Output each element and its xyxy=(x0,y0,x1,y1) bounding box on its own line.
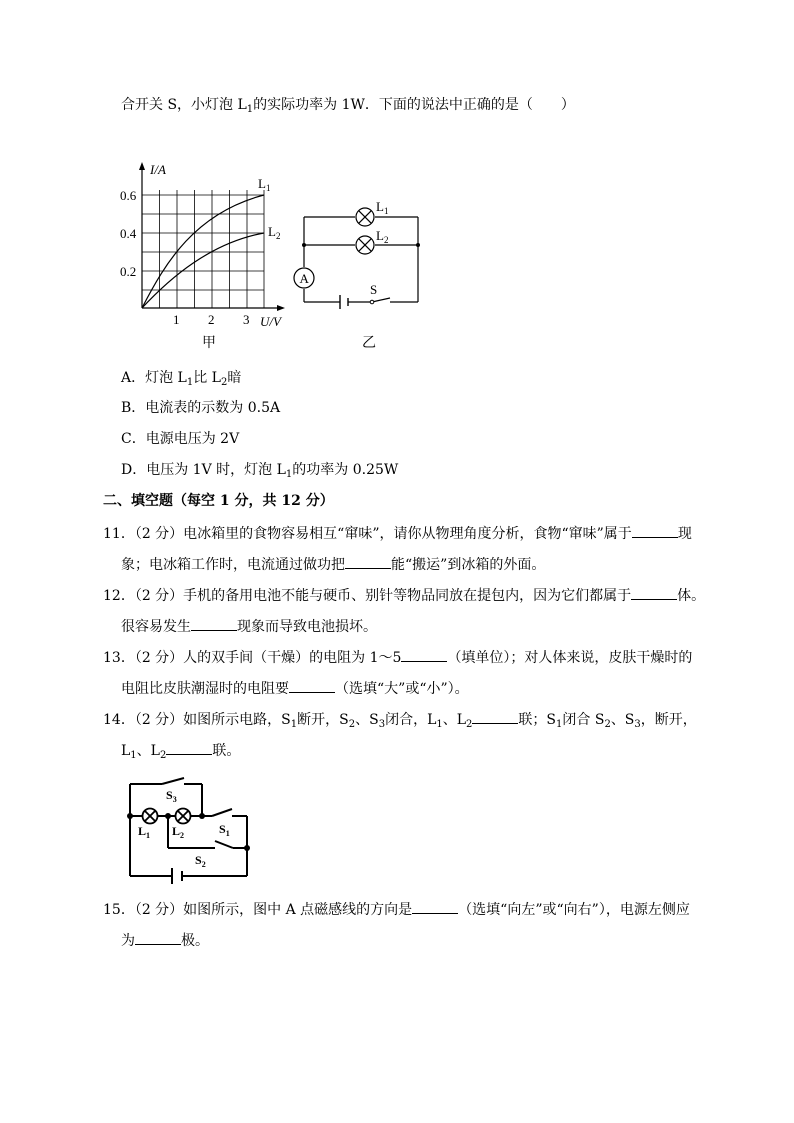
switch-s-label: S xyxy=(370,282,378,297)
q12-line2 xyxy=(121,616,377,637)
q14-line2 xyxy=(121,740,240,766)
q11-blank-2[interactable] xyxy=(345,554,391,569)
option-a-sub2: 2 xyxy=(220,377,228,388)
option-d-text: D．电压为 1V 时，灯泡 L xyxy=(121,462,286,478)
q14-t12: 联。 xyxy=(212,743,241,759)
option-d-sub1: 1 xyxy=(285,469,293,480)
q14-t9: ，断开， xyxy=(640,712,697,728)
battery-symbol xyxy=(340,295,348,309)
q14-s3: 3 xyxy=(378,719,386,730)
q14-t6: 联；S xyxy=(518,712,557,728)
q13-text-2: （填单位）；对人体来说，皮肤干燥时的 xyxy=(447,650,693,666)
q14-s9: 1 xyxy=(130,750,137,761)
q11-text-2: 现 xyxy=(677,526,692,542)
q14-s8: 3 xyxy=(634,719,641,730)
y-tick-04: 0.4 xyxy=(120,226,137,241)
q14-s2-label: $S_2$ xyxy=(195,853,206,869)
q14-s10: 2 xyxy=(159,750,167,761)
q14-blank-2[interactable] xyxy=(166,740,212,755)
lamp-l2-label: $L_2$ xyxy=(376,228,389,245)
option-a-sub1: 1 xyxy=(186,377,194,388)
q12-blank-1[interactable] xyxy=(631,585,677,600)
intro-sub: 1 xyxy=(246,104,254,115)
q11-line2 xyxy=(121,554,545,575)
x-tick-1: 1 xyxy=(173,312,180,327)
y-axis-label: I/A xyxy=(150,162,166,177)
q15-line2 xyxy=(121,930,209,951)
q15-text-2: （选填“向左”或“向右”），电源左侧应 xyxy=(458,902,690,918)
switch-s-contact xyxy=(370,300,374,304)
y-tick-06: 0.6 xyxy=(120,188,137,203)
figure-jia-graph xyxy=(110,158,290,353)
q14-t3: 、S xyxy=(355,712,379,728)
q14-s3-label: $S_3$ xyxy=(166,788,177,804)
lamp-l1-label: $L_1$ xyxy=(376,199,389,216)
q13-line1 xyxy=(103,647,692,668)
q14-s4: 1 xyxy=(436,719,443,730)
question-intro xyxy=(121,95,575,120)
q13-blank-2[interactable] xyxy=(289,678,335,693)
curve-l2 xyxy=(142,233,264,308)
q12-line1 xyxy=(103,585,705,606)
option-d-suffix: 的功率为 0.25W xyxy=(292,462,399,478)
q15-blank-1[interactable] xyxy=(412,899,458,914)
option-a[interactable] xyxy=(121,368,241,393)
q14-s6: 1 xyxy=(556,719,563,730)
lamp-l1-symbol xyxy=(356,208,374,226)
q13-blank-1[interactable] xyxy=(401,647,447,662)
q14-t5: 、L xyxy=(442,712,467,728)
curve-l1 xyxy=(142,195,264,308)
figure-jia-caption: 甲 xyxy=(202,336,216,351)
q11-line1 xyxy=(103,523,692,544)
q15-text-4: 极。 xyxy=(181,933,209,949)
q12-text-1: 12．（2 分）手机的备用电池不能与硬币、别针等物品同放在提包内，因为它们都属于 xyxy=(103,588,632,604)
q14-s2: 2 xyxy=(348,719,356,730)
q14-circuit xyxy=(120,776,260,888)
curve-l1-label: $L_1$ xyxy=(258,176,271,193)
figure-yi-circuit xyxy=(290,195,430,355)
section-title: 二、填空题（每空 1 分，共 12 分） xyxy=(103,493,334,509)
q13-line2 xyxy=(121,678,469,699)
q14-line1 xyxy=(103,709,697,735)
q14-t7: 闭合 S xyxy=(562,712,605,728)
q12-text-2: 体。 xyxy=(677,588,706,604)
q11-text-4: 能“搬运”到冰箱的外面。 xyxy=(391,557,546,573)
y-tick-02: 0.2 xyxy=(120,264,137,279)
q11-text-3: 象；电冰箱工作时，电流通过做功把 xyxy=(121,557,345,573)
x-axis-label: U/V xyxy=(260,314,281,329)
q14-l2-label: $L_2$ xyxy=(172,824,185,840)
q12-text-3: 很容易发生 xyxy=(121,619,191,635)
q13-text-1: 13．（2 分）人的双手间（干燥）的电阻为 1～5 xyxy=(103,650,402,666)
q14-t8: 、S xyxy=(610,712,635,728)
q14-t1: 14．（2 分）如图所示电路，S xyxy=(103,712,291,728)
q14-t2: 断开，S xyxy=(297,712,349,728)
option-d[interactable] xyxy=(121,460,398,485)
q12-blank-2[interactable] xyxy=(191,616,237,631)
q15-line1 xyxy=(103,899,690,920)
option-a-text: A．灯泡 L xyxy=(121,370,187,386)
q13-text-4: （选填“大”或“小”）。 xyxy=(335,681,469,697)
q12-text-4: 现象而导致电池损坏。 xyxy=(237,619,377,635)
x-tick-2: 2 xyxy=(208,312,215,327)
q14-blank-1[interactable] xyxy=(472,709,518,724)
q14-lamp-l2-symbol xyxy=(176,809,191,824)
curve-l2-label: $L_2$ xyxy=(268,224,281,241)
q14-s5: 2 xyxy=(466,719,473,730)
option-a-mid: 比 L xyxy=(193,370,221,386)
svg-text:A: A xyxy=(299,271,309,286)
q14-lamp-l1-symbol xyxy=(143,809,158,824)
q11-blank-1[interactable] xyxy=(632,523,678,538)
q14-s1: 1 xyxy=(290,719,298,730)
ammeter-symbol xyxy=(294,268,314,288)
q13-text-3: 电阻比皮肤潮湿时的电阻要 xyxy=(121,681,289,697)
figure-yi-caption: 乙 xyxy=(362,336,376,351)
q14-battery-symbol xyxy=(172,868,182,884)
q15-blank-2[interactable] xyxy=(135,930,181,945)
q14-l1-label: $L_1$ xyxy=(138,824,151,840)
q14-s1-label: $S_1$ xyxy=(219,822,230,838)
option-c[interactable]: C．电源电压为 2V xyxy=(121,431,240,447)
q14-t10: L xyxy=(121,743,131,759)
option-b[interactable]: B．电流表的示数为 0.5A xyxy=(121,400,281,416)
intro-text-2: 的实际功率为 1W．下面的说法中正确的是（ ） xyxy=(253,97,575,113)
intro-text-1: 合开关 S，小灯泡 L xyxy=(121,97,247,113)
q15-text-3: 为 xyxy=(121,933,135,949)
option-a-suffix: 暗 xyxy=(227,370,242,386)
q14-t4: 闭合，L xyxy=(385,712,437,728)
q11-text-1: 11．（2 分）电冰箱里的食物容易相互“窜味”，请你从物理角度分析，食物“窜味”属于 xyxy=(103,526,632,542)
q14-s7: 2 xyxy=(604,719,611,730)
q15-text-1: 15．（2 分）如图所示，图中 A 点磁感线的方向是 xyxy=(103,902,413,918)
lamp-l2-symbol xyxy=(356,236,374,254)
q14-t11: 、L xyxy=(136,743,160,759)
x-tick-3: 3 xyxy=(243,312,250,327)
